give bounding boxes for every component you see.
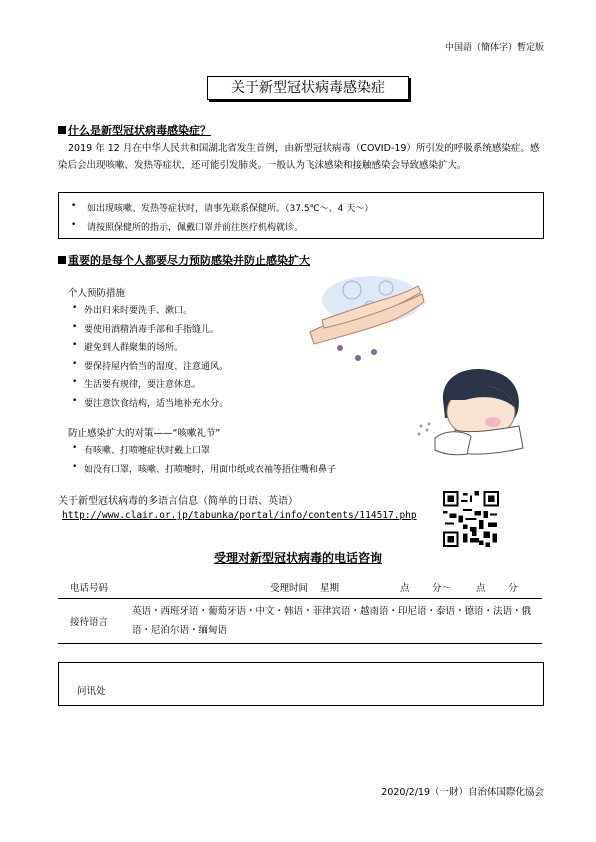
divider	[58, 643, 542, 644]
hour-unit: 点	[476, 583, 486, 594]
notice-item: • 请按照保健所的指示，佩戴口罩并前往医疗机构就诊。	[87, 220, 303, 233]
notice-box	[58, 192, 544, 239]
list-item: • 要保持屋内恰当的湿度、注意通风。	[70, 359, 310, 378]
section-what-is-heading	[58, 122, 211, 138]
phone-consultation-title: 受理对新型冠状病毒的电话咨询	[213, 551, 382, 565]
version-tag: 中国語（簡体字）暫定版	[444, 43, 544, 53]
inquiry-label: 问讯处	[77, 686, 106, 697]
qr-code-icon	[443, 491, 499, 547]
list-item: • 外出归来时要洗手、漱口。	[70, 303, 310, 322]
personal-measures-list	[70, 303, 310, 414]
list-item: • 避免到人群聚集的场所。	[70, 340, 310, 359]
hours-label: 受理时间	[270, 583, 309, 594]
weekday-label: 星期	[320, 583, 340, 594]
minute-unit: 分	[508, 583, 518, 594]
hour-unit: 点	[400, 583, 410, 594]
notice-item: • 如出现咳嗽、发热等症状时，请事先联系保健所。（37.5℃～、4 天～）	[87, 201, 373, 214]
section-heading-text: 什么是新型冠状病毒感染症？	[68, 124, 211, 137]
divider	[58, 598, 542, 599]
page-title: 关于新型冠状病毒感染症	[207, 76, 409, 100]
minute-from-unit: 分～	[432, 583, 452, 594]
list-item: • 要使用酒精消毒手部和手指缝儿。	[70, 322, 310, 341]
list-item: • 要注意饮食结构，适当地补充水分。	[70, 396, 310, 415]
multilang-info-label: 关于新型冠状病毒的多语言信息（简单的日语、英语）	[58, 496, 298, 507]
phone-number-label: 电话号码	[70, 583, 109, 594]
intro-paragraph: 2019 年 12 月在中华人民共和国湖北省发生首例，由新型冠状病毒（COVID-19）所引发的呼吸系统感染症。感染后会出现咳嗽、发热等症状，还可能引发肺炎。一般认为飞沫感染和接触感染会导致感染扩大。	[58, 143, 540, 171]
multilang-info-link[interactable]: http://www.clair.or.jp/tabunka/portal/info/contents/114517.php	[62, 510, 417, 521]
list-item: • 如没有口罩，咳嗽、打喷嚏时，用面巾纸或衣袖等捂住嘴和鼻子	[70, 462, 410, 481]
languages-list: 英语・西班牙语・葡萄牙语・中文・韩语・菲律宾语・越南语・印尼语・泰语・德语・法语・俄语・尼泊尔语・缅甸语	[132, 606, 532, 636]
coughing-person-illustration	[415, 360, 535, 460]
section-prevention-heading	[58, 252, 310, 268]
hand-washing-illustration	[300, 270, 430, 370]
square-bullet-icon	[58, 126, 66, 134]
personal-measures-title: 个人预防措施	[68, 288, 126, 299]
inquiry-box	[58, 662, 544, 706]
list-item: • 生活要有规律，要注意休息。	[70, 377, 310, 396]
languages-label: 接待语言	[70, 617, 109, 628]
footer-date-issuer: 2020/2/19（一財）自治体国際化協会	[381, 787, 544, 798]
cough-etiquette-list	[70, 443, 410, 480]
square-bullet-icon	[58, 256, 66, 264]
cough-etiquette-title: 防止感染扩大的对策——“咳嗽礼节”	[68, 428, 221, 439]
section-heading-text: 重要的是每个人都要尽力预防感染并防止感染扩大	[68, 254, 310, 267]
list-item: • 有咳嗽、打喷嚏症状时戴上口罩	[70, 443, 410, 462]
